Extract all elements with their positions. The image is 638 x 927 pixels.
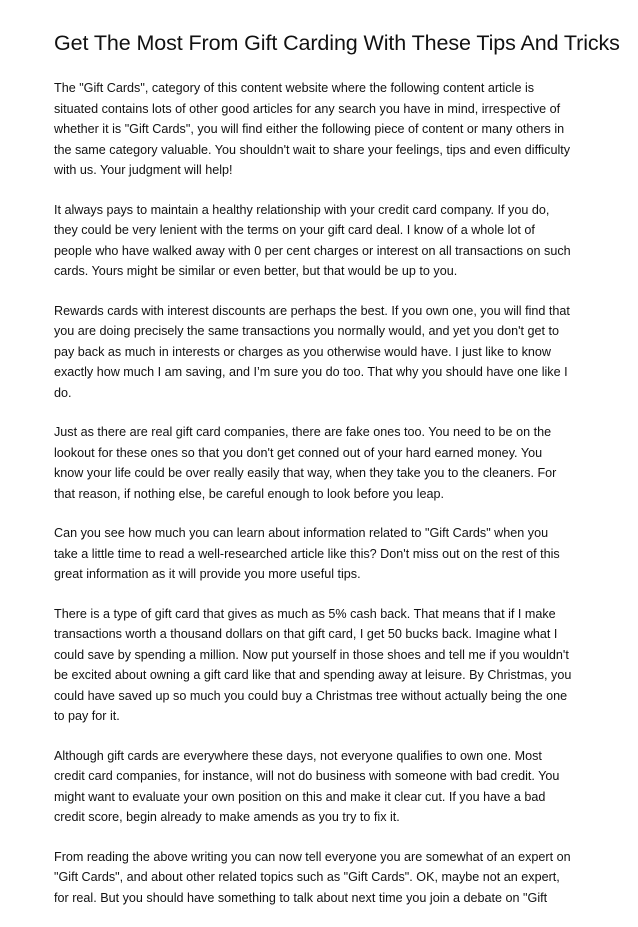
text-line: could save by spending a million. Now put yourself in those shoes and tell me if you wouldn't [54,647,569,662]
text-line: "Gift Cards", and about other related topics such as "Gift Cards". OK, maybe not an expert, [54,870,560,884]
paragraph-8 [54,847,584,909]
text-line: credit score, begin already to make amends as you try to fix it. [54,810,400,824]
text-line: to pay for it. [54,709,120,723]
text-line: with us. Your judgment will help! [54,163,233,177]
text-line: do. [54,385,72,400]
text-line: could have saved up so much you could buy a Christmas tree without actually being the one [54,688,568,703]
text-line: people who have walked away with 0 per cent charges or interest on all transactions on such [54,243,571,258]
text-line: whether it is "Gift Cards", you will find either the following piece of content or many others in [54,122,565,136]
paragraph-4 [54,422,584,504]
paragraph-6 [54,604,584,727]
text-line: be excited about owning a gift card like that and spending away at leisure. By Christmas, you [54,668,572,682]
text-line: might want to evaluate your own position on this and make it clear cut. If you have a bad [54,789,546,804]
paragraph-5 [54,523,584,585]
text-line: Rewards cards with interest discounts are perhaps the best. If you own one, you will find that [54,303,570,318]
text-line: know your life could be over really easily that way, when they take you to the cleaners. For [54,466,557,480]
paragraph-7 [54,746,584,828]
text-line: that reason, if nothing else, be careful enough to look before you leap. [54,486,444,501]
text-line: exactly how much I am saving, and I’m sure you do too. That why you should have one like I [54,365,568,379]
text-line: Although gift cards are everywhere these days, not everyone qualifies to own one. Most [54,748,542,763]
paragraph-2 [54,200,584,282]
text-line: Just as there are real gift card companies, there are fake ones too. You need to be on the [54,425,552,439]
text-line: credit card companies, for instance, will not do business with someone with bad credit. You [54,769,560,783]
text-line: transactions worth a thousand dollars on that gift card, I get 50 bucks back. Imagine what I [54,627,558,641]
text-line: The "Gift Cards", category of this content website where the following content article is [54,81,535,95]
paragraph-1 [54,78,584,181]
paragraph-3 [54,301,584,404]
document-page [54,30,620,927]
text-line: lookout for these ones so that you don't get conned out of your hard earned money. You [54,445,543,460]
text-line: for real. But you should have something to talk about next time you join a debate on "Gift [54,890,548,905]
text-line: great information as it will provide you more useful tips. [54,567,361,581]
text-line: From reading the above writing you can now tell everyone you are somewhat of an expert on [54,849,571,864]
text-line: situated contains lots of other good articles for any search you have in mind, irrespective of [54,101,561,116]
text-line: There is a type of gift card that gives as much as 5% cash back. That means that if I make [54,606,556,621]
text-line: the same category valuable. You shouldn't wait to share your feelings, tips and even difficulty [54,142,571,157]
text-line: you are doing precisely the same transactions you normally would, and yet you don't get to [54,324,560,338]
text-line: pay back as much in interests or charges as you otherwise would have. I just like to know [54,344,551,359]
document-title: Get The Most From Gift Carding With These Tips And Tricks [54,31,620,55]
text-line: It always pays to maintain a healthy relationship with your credit card company. If you do, [54,202,550,217]
text-line: cards. Yours might be similar or even better, but that would be up to you. [54,264,458,278]
text-line: take a little time to read a well-researched article like this? Don't miss out on the rest of this [54,546,560,561]
text-line: they could be very lenient with the terms on your gift card deal. I know of a whole lot of [54,223,535,237]
text-line: Can you see how much you can learn about information related to "Gift Cards" when you [54,526,549,540]
